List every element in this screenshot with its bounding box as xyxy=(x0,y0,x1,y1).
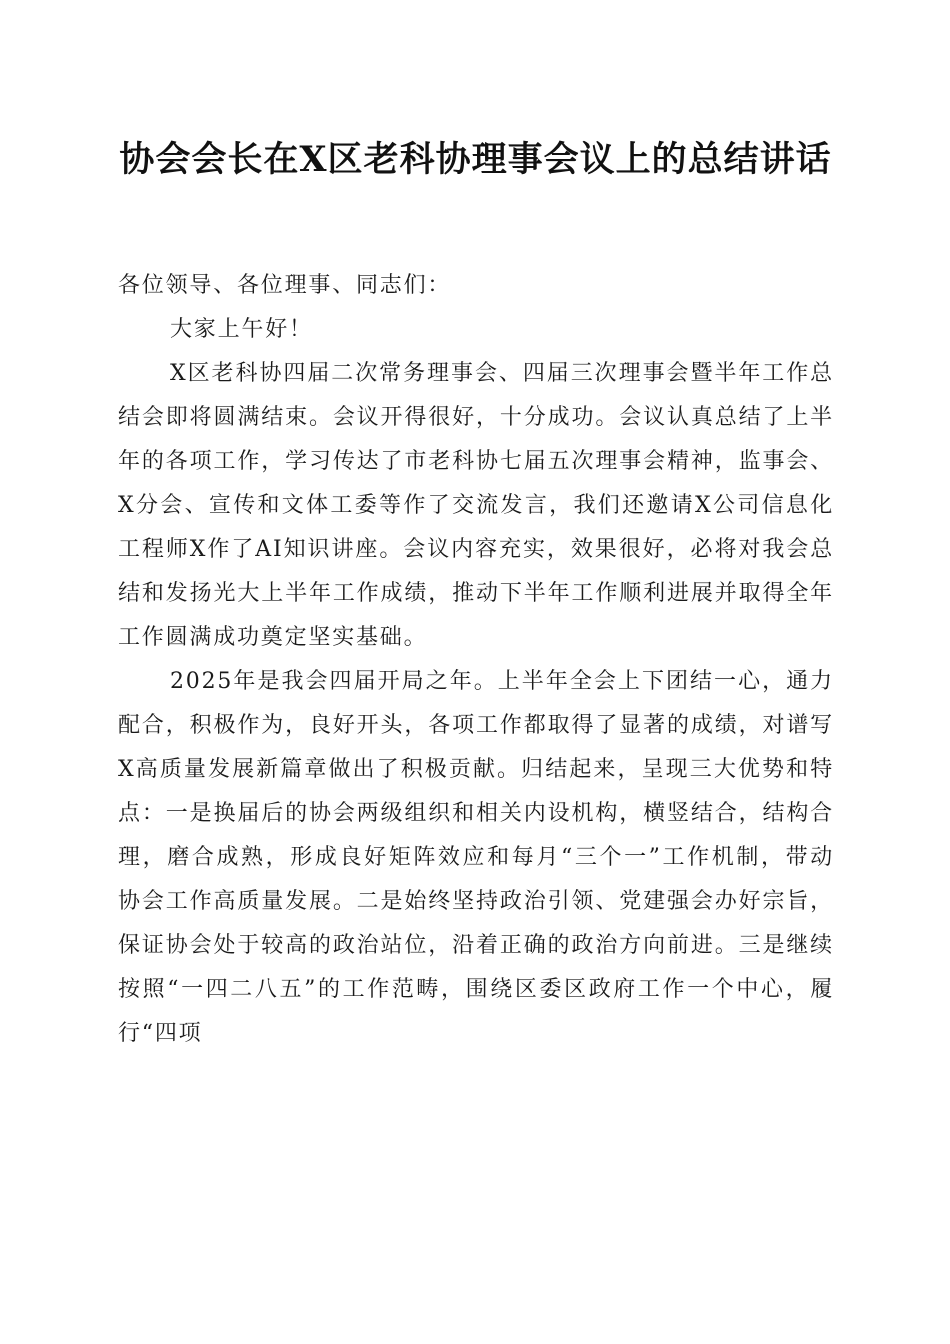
document-body xyxy=(118,264,834,1056)
paragraph-meeting-summary: X区老科协四届二次常务理事会、四届三次理事会暨半年工作总结会即将圆满结束。会议开得很好，十分成功。会议认真总结了上半年的各项工作，学习传达了市老科协七届五次理事会精神，监事会、X分会、宣传和文体工委等作了交流发言，我们还邀请X公司信息化工程师X作了AI知识讲座。会议内容充实，效果很好，必将对我会总结和发扬光大上半年工作成绩，推动下半年工作顺利进展并取得全年工作圆满成功奠定坚实基础。 xyxy=(118,361,834,650)
salutation: 各位领导、各位理事、同志们： xyxy=(118,273,452,298)
paragraph-half-year-review: 2025年是我会四届开局之年。上半年全会上下团结一心，通力配合，积极作为，良好开头，各项工作都取得了显著的成绩，对谱写X高质量发展新篇章做出了积极贡献。归结起来，呈现三大优势和特点：一是换届后的协会两级组织和相关内设机构，横竖结合，结构合理，磨合成熟，形成良好矩阵效应和每月“三个一”工作机制，带动协会工作高质量发展。二是始终坚持政治引领、党建强会办好宗旨，保证协会处于较高的政治站位，沿着正确的政治方向前进。三是继续按照“一四二八五”的工作范畴，围绕区委区政府工作一个中心，履行“四项 xyxy=(118,669,834,1046)
document-title: 协会会长在X区老科协理事会议上的总结讲话 xyxy=(119,139,832,180)
greeting: 大家上午好！ xyxy=(170,317,313,342)
